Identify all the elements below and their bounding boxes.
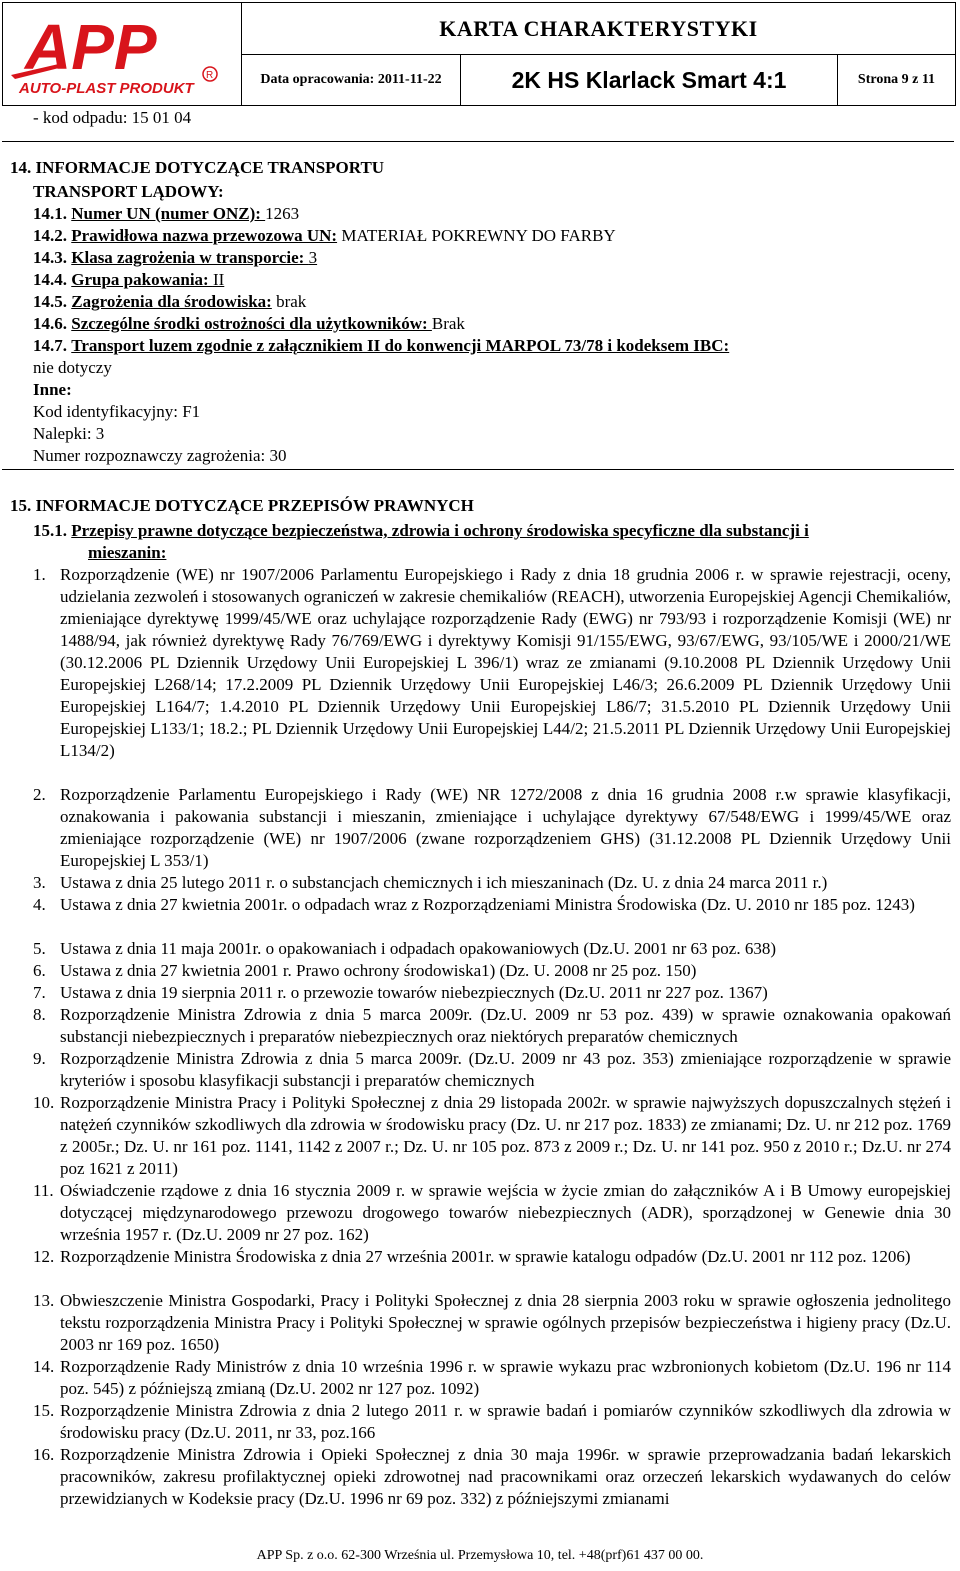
list-item: 4. Ustawa z dnia 27 kwietnia 2001r. o odpadach wraz z Rozporządzeniami Ministra Środowiska (Dz. U. 2010 nr 185 poz. 1243) <box>33 895 915 914</box>
labels: Nalepki: 3 <box>33 424 105 443</box>
row-15-1-cont: mieszanin: <box>88 543 167 562</box>
list-item: 13. Obwieszczenie Ministra Gospodarki, Pracy i Polityki Społecznej z dnia 28 sierpnia 2003 roku w sprawie ogłoszenia jednolitego tekstu rozporządzenia Ministra Pracy i Polityki Społecznej w sprawie ogólnych przepisów bezpieczeństwa i higieny pracy (Dz.U. 2003 nr 169 poz. 1650) <box>33 1291 951 1354</box>
product-name: 2K HS Klarlack Smart 4:1 <box>461 55 838 105</box>
section-14-title: 14. INFORMACJE DOTYCZĄCE TRANSPORTU <box>10 158 385 177</box>
other-heading: Inne: <box>33 380 72 399</box>
waste-code: - kod odpadu: 15 01 04 <box>33 108 192 127</box>
row-14-1: 14.1. Numer UN (numer ONZ): 1263 <box>33 204 300 223</box>
list-item: 8. Rozporządzenie Ministra Zdrowia z dnia 5 marca 2009r. (Dz.U. 2009 nr 53 poz. 439) w sprawie oznakowania opakowań substancji niebezpiecznych i preparatów niebezpiecznych oraz niektórych preparatów chemicznych <box>33 1005 951 1046</box>
row-14-7: 14.7. Transport luzem zgodnie z załącznikiem II do konwencji MARPOL 73/78 i kodeksem IBC: <box>33 336 730 355</box>
row-14-5: 14.5. Zagrożenia dla środowiska: brak <box>33 292 307 311</box>
document-title: KARTA CHARAKTERYSTYKI <box>242 3 955 55</box>
list-item: 9. Rozporządzenie Ministra Zdrowia z dnia 5 marca 2009r. (Dz.U. 2009 nr 43 poz. 353) zmieniające rozporządzenie w sprawie kryteriów i sposobu klasyfikacji substancji i preparatów chemicznych <box>33 1049 951 1090</box>
logo-subtext: AUTO-PLAST PRODUKT <box>19 80 194 97</box>
row-14-2: 14.2. Prawidłowa nazwa przewozowa UN: MATERIAŁ POKREWNY DO FARBY <box>33 226 616 245</box>
logo-text: APP <box>25 11 157 83</box>
footer-address: APP Sp. z o.o. 62-300 Września ul. Przemysłowa 10, tel. +48(prf)61 437 00 00. <box>256 1548 704 1563</box>
row-14-3: 14.3. Klasa zagrożenia w transporcie: 3 <box>33 248 318 267</box>
list-item: 16. Rozporządzenie Ministra Zdrowia i Opieki Społecznej z dnia 30 maja 1996r. w sprawie przeprowadzania badań lekarskich pracowników, zakresu profilaktycznej opieki zdrowotnej nad pracownikami oraz orzeczeń lekarskich wydawanych do celów przewidzianych w Kodeksie pracy (Dz.U. 1996 nr 69 poz. 332) z późniejszymi zmianami <box>33 1445 951 1508</box>
section-15-title: 15. INFORMACJE DOTYCZĄCE PRZEPISÓW PRAWNYCH <box>10 496 474 515</box>
list-item: 7. Ustawa z dnia 19 sierpnia 2011 r. o przewozie towarów niebezpiecznych (Dz.U. 2011 nr 227 poz. 1367) <box>33 983 768 1002</box>
preparation-date: Data opracowania: 2011-11-22 <box>242 55 461 105</box>
list-item: 15. Rozporządzenie Ministra Zdrowia z dnia 2 lutego 2011 r. w sprawie badań i pomiarów czynników szkodliwych dla zdrowia w środowisku pracy (Dz.U. 2011, nr 33, poz.166 <box>33 1401 951 1442</box>
row-14-6: 14.6. Szczególne środki ostrożności dla użytkowników: Brak <box>33 314 465 333</box>
page-number: Strona 9 z 11 <box>857 72 936 87</box>
list-item: 14. Rozporządzenie Rady Ministrów z dnia 10 września 1996 r. w sprawie wykazu prac wzbronionych kobietom (Dz.U. 196 nr 114 poz. 545) z późniejszą zmianą (Dz.U. 2002 nr 127 poz. 1092) <box>33 1357 951 1398</box>
row-14-4: 14.4. Grupa pakowania: II <box>33 270 225 289</box>
row-14-7-value: nie dotyczy <box>33 358 112 377</box>
hazard-number: Numer rozpoznawczy zagrożenia: 30 <box>33 446 287 465</box>
section-divider <box>2 469 954 470</box>
list-item: 1. Rozporządzenie (WE) nr 1907/2006 Parlamentu Europejskiego i Rady z dnia 18 grudnia 2006 r. w sprawie rejestracji, oceny, udzielania zezwoleń i stosowanych ograniczeń w zakresie chemikaliów (REACH), utworzenia Europejskiej Agencji Chemikaliów, zmieniające dyrektywę 1999/45/WE oraz uchylające rozporządzenie Rady (EWG) nr 793/93 i rozporządzenie Komisji (WE) nr 1488/94, jak również dyrektywę Rady 76/769/EWG i dyrektywy Komisji 91/155/EWG, 93/67/EWG, 93/105/WE i 2000/21/WE (30.12.2006 PL Dziennik Urzędowy Unii Europejskiej L 396/1) wraz ze zmianami (9.10.2008 PL Dziennik Urzędowy Unii Europejskiej L268/14; 17.2.2009 PL Dziennik Urzędowy Unii Europejskiej L46/3; 26.6.2009 PL Dziennik Urzędowy Unii Europejskiej L164/7; 1.4.2010 PL Dziennik Urzędowy Unii Europejskiej L86/7; 31.5.2010 PL Dziennik Urzędowy Unii Europejskiej L133/1; 18.2.; PL Dziennik Urzędowy Unii Europejskiej L44/2; 21.5.2011 PL Dziennik Urzędowy Unii Europejskiej L134/2) <box>33 565 951 760</box>
company-logo <box>3 3 242 105</box>
identification-code: Kod identyfikacyjny: F1 <box>33 402 201 421</box>
list-item: 6. Ustawa z dnia 27 kwietnia 2001 r. Prawo ochrony środowiska1) (Dz. U. 2008 nr 25 poz. 150) <box>33 961 697 980</box>
section-divider <box>2 141 954 142</box>
svg-text:R: R <box>206 70 214 81</box>
list-item: 3. Ustawa z dnia 25 lutego 2011 r. o substancjach chemicznych i ich mieszaninach (Dz. U. z dnia 24 marca 2011 r.) <box>33 873 828 892</box>
list-item: 12. Rozporządzenie Ministra Środowiska z dnia 27 września 2001r. w sprawie katalogu odpadów (Dz.U. 2001 nr 112 poz. 1206) <box>33 1247 911 1266</box>
document-header <box>2 2 956 106</box>
land-transport-heading: TRANSPORT LĄDOWY: <box>33 182 224 201</box>
list-item: 10. Rozporządzenie Ministra Pracy i Polityki Społecznej z dnia 29 listopada 2002r. w sprawie najwyższych dopuszczalnych stężeń i natężeń czynników szkodliwych dla zdrowia w środowisku pracy (Dz. U. nr 217 poz. 1833) ze zmianami; Dz. U. nr 212 poz. 1769 z 2005r.; Dz. U. nr 161 poz. 1141, 1142 z 2007 r.; Dz. U. nr 105 poz. 873 z 2009 r.; Dz. U. nr 141 poz. 950 z 2010 r.; Dz.U. nr 274 poz 1621 z 2011) <box>33 1093 951 1178</box>
list-item: 2. Rozporządzenie Parlamentu Europejskiego i Rady (WE) NR 1272/2008 z dnia 16 grudnia 2008 r.w sprawie klasyfikacji, oznakowania i pakowania substancji i mieszanin, zmieniające i uchylające dyrektywy 67/548/EWG i 1999/45/WE oraz zmieniające rozporządzenie (WE) nr 1907/2006 (zwane rozporządzeniem GHS) (31.12.2008 PL Dziennik Urzędowy Unii Europejskiej L 353/1) <box>33 785 951 870</box>
row-15-1: 15.1. Przepisy prawne dotyczące bezpieczeństwa, zdrowia i ochrony środowiska specyficzne dla substancji i <box>33 521 809 540</box>
list-item: 5. Ustawa z dnia 11 maja 2001r. o opakowaniach i odpadach opakowaniowych (Dz.U. 2001 nr 63 poz. 638) <box>33 939 777 958</box>
list-item: 11. Oświadczenie rządowe z dnia 16 stycznia 2009 r. w sprawie wejścia w życie zmian do załączników A i B Umowy europejskiej dotyczącej międzynarodowego przewozu drogowego towarów niebezpiecznych (ADR), sporządzonej w Genewie dnia 30 września 1957 r. (Dz.U. 2009 nr 27 poz. 162) <box>33 1181 951 1244</box>
